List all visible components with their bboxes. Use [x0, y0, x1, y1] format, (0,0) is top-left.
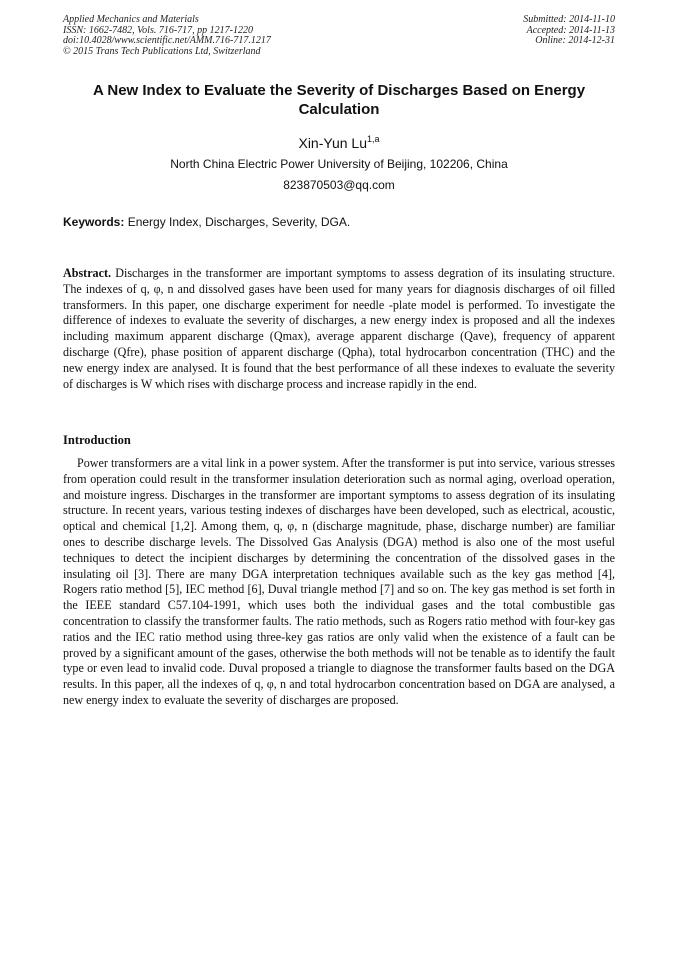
author-email: 823870503@qq.com: [283, 178, 395, 192]
submitted-date: Submitted: 2014-11-10: [523, 14, 615, 25]
author-affiliation-marker: 1,a: [366, 134, 380, 144]
journal-name: Applied Mechanics and Materials: [63, 14, 199, 25]
author-line: [63, 130, 615, 152]
publication-dates: [523, 15, 615, 47]
accepted-date: Accepted: 2014-11-13: [526, 24, 615, 36]
section-heading-introduction: Introduction: [63, 433, 131, 447]
journal-info: [63, 15, 271, 57]
keywords-text: Energy Index, Discharges, Severity, DGA.: [124, 215, 351, 229]
author-name: Xin-Yun Lu: [298, 135, 367, 151]
issn-line: ISSN: 1662-7482, Vols. 716-717, pp 1217-1220: [63, 24, 253, 36]
copyright-line: © 2015 Trans Tech Publications Ltd, Switzerland: [63, 45, 261, 57]
introduction-paragraph: Power transformers are a vital link in a power system. After the transformer is put into service, various stresses from operation could result in the transformer insulation deterioration such as normal aging, overload operation, and moisture ingress. Discharges in the transformer are important symptoms to assess degration of its insulating structure. In recent years, various testing indexes of discharges have been developed, such as electrical, acoustic, optical and chemical [1,2]. Among them, q, φ, n (discharge magnitude, phase, discharge number) are familiar ones to describe discharge levels. The Dissolved Gas Analysis (DGA) method is also one of the most useful techniques to detect the incipient discharges by determining the concentration of the dissolved gases in the insulating oil [3]. There are many DGA interpretation techniques available such as the key gas method [4], Rogers ratio method [5], IEC method [6], Duval triangle method [7] and so on. The key gas method is set forth in the IEEE standard C57.104-1991, which uses both the individual gases and the total combustible gas concentration to classify the transformer faults. The ratio methods, such as Rogers ratio method with four-key gas ratios and the IEC ratio method using three-key gas ratios are only valid when the existence of a fault can be proved by a significant amount of the gases, otherwise the both methods will not be tenable as to identify the fault type or even lead to invalid code. Duval proposed a triangle to diagnose the transformer faults based on the DGA results. In this paper, all the indexes of q, φ, n and total hydrocarbon concentration based on DGA are analysed, a new energy index to evaluate the severity of discharges are proposed.: [63, 456, 615, 707]
keywords-label: Keywords:: [63, 215, 125, 229]
abstract-label: Abstract.: [63, 266, 112, 280]
doi-line: doi:10.4028/www.scientific.net/AMM.716-717.1217: [63, 35, 271, 46]
paper-title: A New Index to Evaluate the Severity of Discharges Based on Energy Calculation: [92, 82, 586, 118]
online-date: Online: 2014-12-31: [535, 35, 615, 46]
affiliation: North China Electric Power University of Beijing, 102206, China: [170, 157, 508, 171]
abstract-text: Discharges in the transformer are important symptoms to assess degration of its insulating structure. The indexes of q, φ, n and dissolved gases have been used for many years for diagnosis discharges of oil filled transformers. In this paper, one discharge experiment for needle -plate model is performed. To investigate the difference of indexes to evaluate the severity of discharges, a new energy index is proposed and all the indexes including maximum apparent discharge (Qmax), average apparent discharge (Qave), frequency of apparent discharge (Qfre), phase position of apparent discharge (Qpha), total hydrocarbon concentration (THC) and the new energy index are analysed. It is found that the best performance of all these indexes to evaluate the severity of discharges is W which rises with discharge process and increase rapidly in the end.: [63, 266, 615, 391]
keywords: [63, 215, 615, 230]
abstract: [63, 266, 615, 392]
